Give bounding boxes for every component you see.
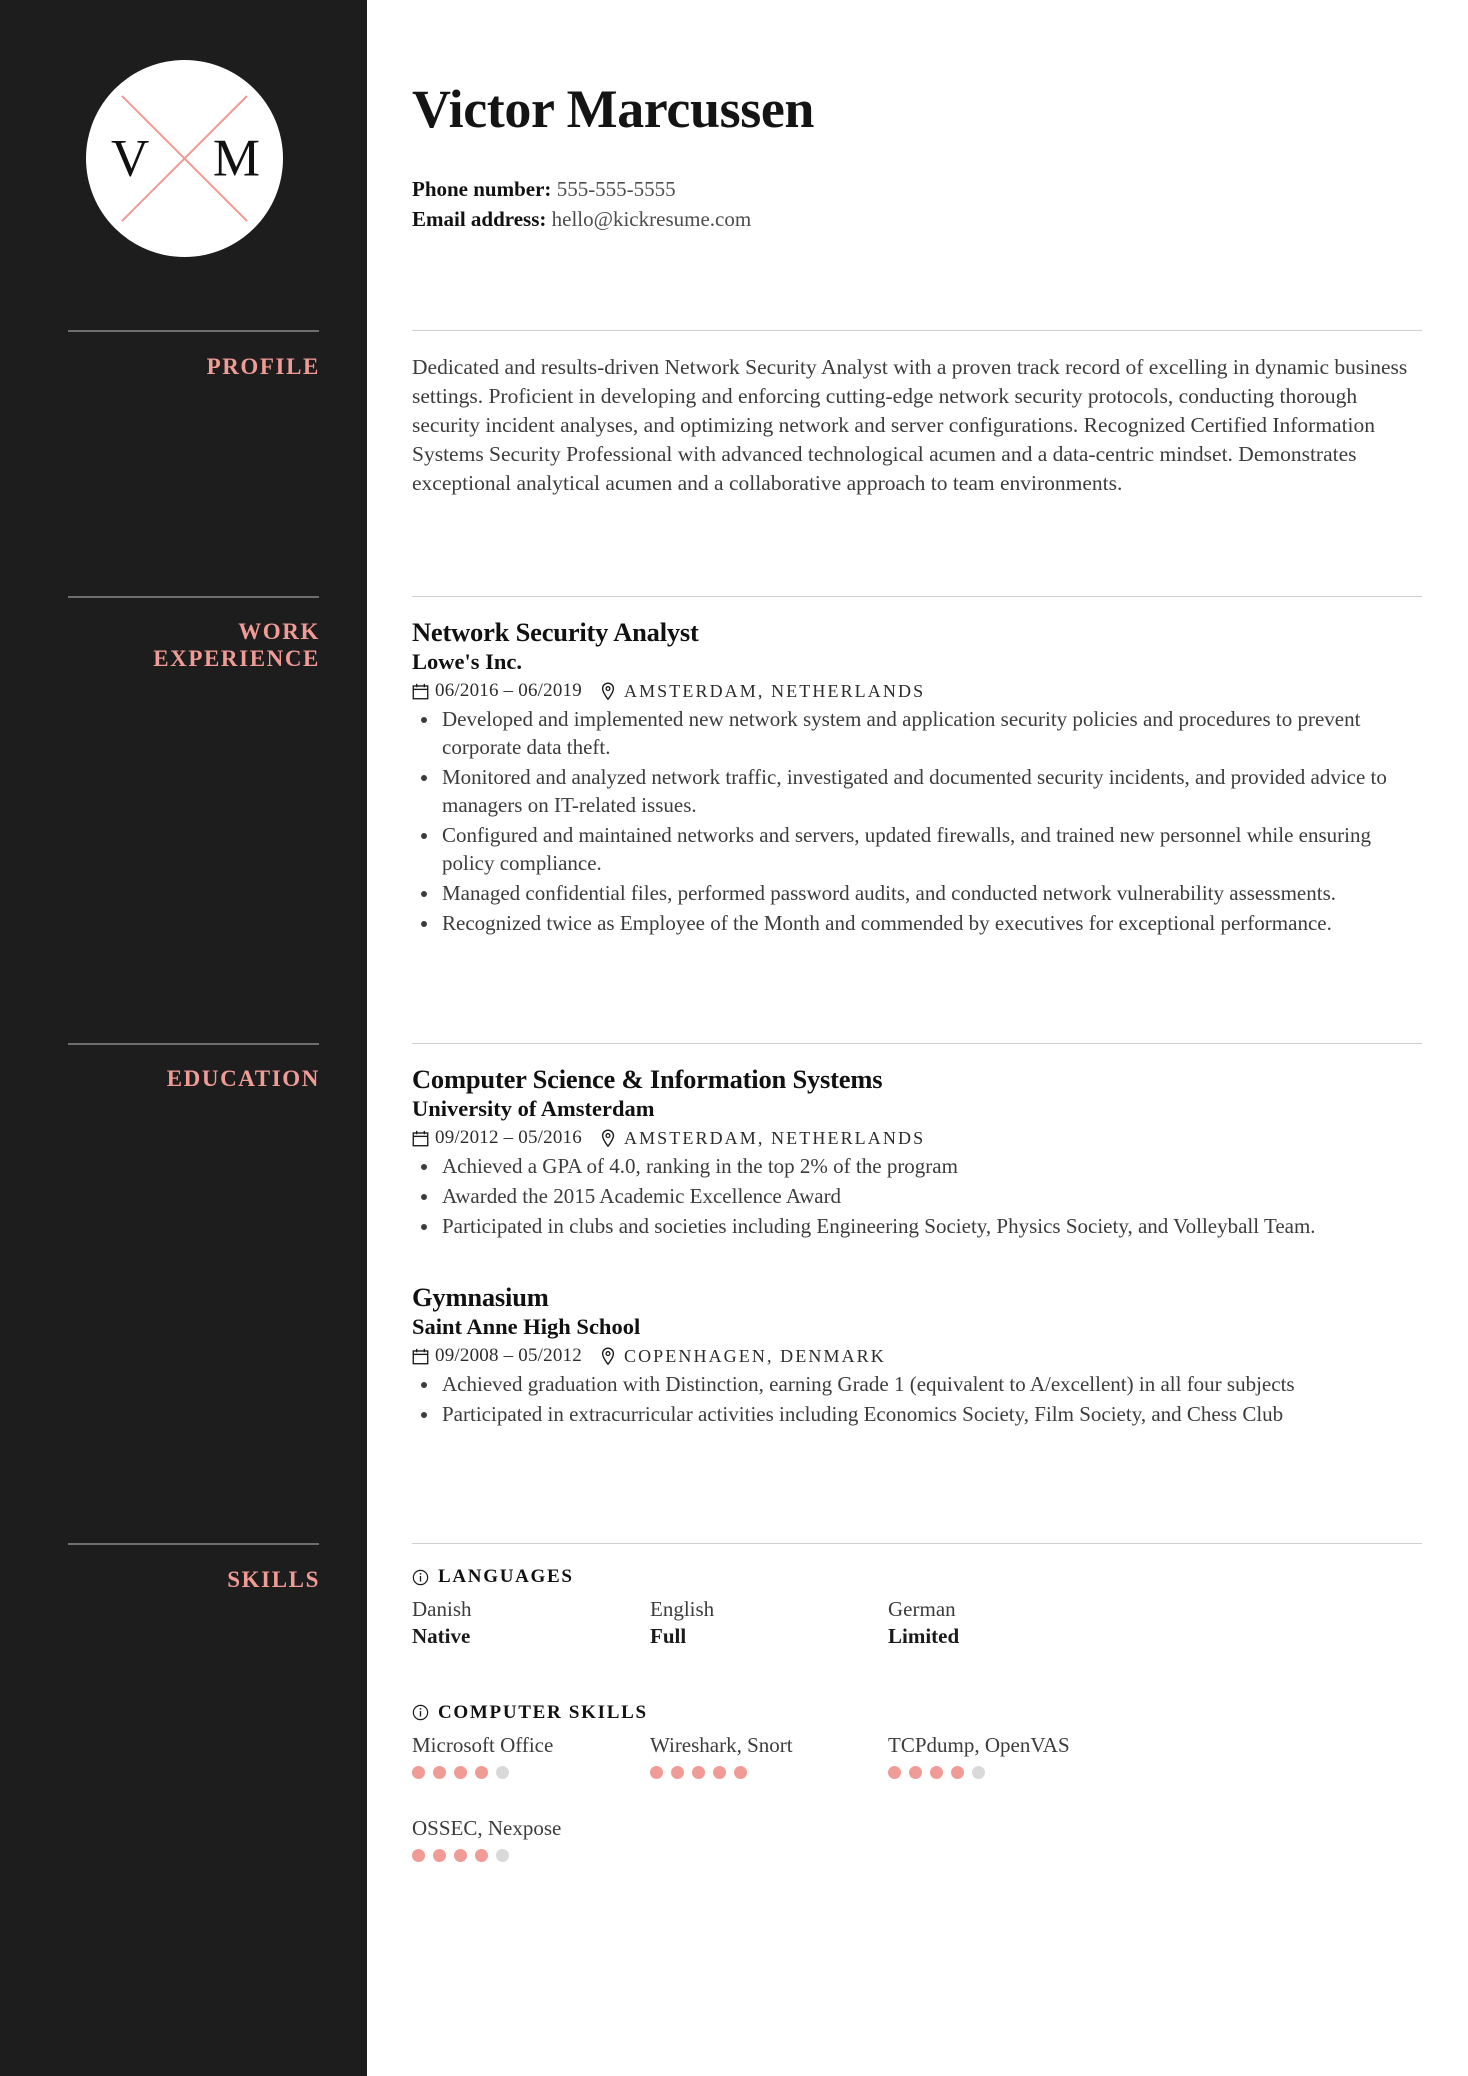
computer-skills-heading xyxy=(412,1702,1424,1724)
job-title: Network Security Analyst xyxy=(412,617,699,647)
list-item: Managed confidential files, performed password audits, and conducted network vulnerability assessments. xyxy=(412,880,1424,908)
skill-rating xyxy=(650,1766,888,1779)
avatar-initial-first: V xyxy=(111,129,150,187)
sidebar-label-profile: PROFILE xyxy=(206,354,320,379)
rating-dot xyxy=(412,1766,425,1779)
list-item xyxy=(650,1732,888,1779)
education-meta xyxy=(412,1127,1424,1149)
profile-text: Dedicated and results-driven Network Security Analyst with a proven track record of excelling in dynamic business settings. Proficient in developing and enforcing cutting-edge network security protocols, conducting thorough security incident analyses, and optimizing network and server configurations. Recognized Certified Information Systems Security Professional with advanced technological acumen and a data-centric mindset. Demonstrates exceptional analytical acumen and a collaborative approach to team environments. xyxy=(412,355,1408,495)
list-item xyxy=(650,1596,888,1650)
education-bullets xyxy=(412,1153,1424,1241)
avatar xyxy=(86,60,283,257)
page-title: Victor Marcussen xyxy=(412,79,815,139)
list-item: Achieved graduation with Distinction, earning Grade 1 (equivalent to A/excellent) in all four subjects xyxy=(412,1371,1424,1399)
rating-dot xyxy=(930,1766,943,1779)
list-item xyxy=(412,1815,650,1862)
list-item xyxy=(412,1596,650,1650)
work-meta xyxy=(412,680,1424,702)
location-pin-icon xyxy=(600,1129,616,1148)
info-icon xyxy=(412,1704,429,1721)
language-name: German xyxy=(888,1597,956,1621)
work-location: AMSTERDAM, NETHERLANDS xyxy=(623,680,926,701)
location-pin-icon xyxy=(600,1347,616,1366)
skill-name: Microsoft Office xyxy=(412,1732,554,1757)
list-item: Awarded the 2015 Academic Excellence Award xyxy=(412,1183,1424,1211)
degree-title: Gymnasium xyxy=(412,1281,549,1312)
skill-name: Wireshark, Snort xyxy=(650,1732,793,1757)
rating-dot xyxy=(909,1766,922,1779)
list-item xyxy=(412,1732,650,1779)
rating-dot xyxy=(454,1849,467,1862)
phone-label: Phone number: xyxy=(412,177,552,201)
location-pin-icon xyxy=(600,682,616,701)
rating-dot xyxy=(713,1766,726,1779)
rating-dot xyxy=(496,1766,509,1779)
section-work-experience xyxy=(412,618,1424,938)
email-label: Email address: xyxy=(412,206,547,231)
skill-rating xyxy=(888,1766,1126,1779)
rating-dot xyxy=(475,1766,488,1779)
education-dates: 09/2008 – 05/2012 xyxy=(435,1345,582,1367)
list-item: Achieved a GPA of 4.0, ranking in the top 2% of the program xyxy=(412,1153,1424,1181)
list-item: Participated in extracurricular activities including Economics Society, Film Society, and Chess Club xyxy=(412,1401,1424,1429)
divider-skills xyxy=(412,1543,1422,1544)
languages-heading-label: LANGUAGES xyxy=(438,1566,574,1587)
rating-dot xyxy=(433,1766,446,1779)
education-entry xyxy=(412,1065,1424,1241)
computer-skills-heading-label: COMPUTER SKILLS xyxy=(438,1701,648,1723)
list-item: Monitored and analyzed network traffic, investigated and documented security incidents, and provided advice to managers on IT-related issues. xyxy=(412,764,1424,820)
company-name: Lowe's Inc. xyxy=(412,648,523,674)
section-profile xyxy=(412,353,1424,498)
sidebar-label-education: EDUCATION xyxy=(166,1066,320,1091)
skill-group-computer-skills xyxy=(412,1702,1424,1863)
sidebar-divider-education xyxy=(68,1043,319,1045)
school-name: Saint Anne High School xyxy=(412,1313,641,1339)
divider-profile xyxy=(412,330,1422,331)
rating-dot xyxy=(650,1766,663,1779)
list-item: Recognized twice as Employee of the Month and commended by executives for exceptional performance. xyxy=(412,910,1424,938)
rating-dot xyxy=(692,1766,705,1779)
skill-group-languages xyxy=(412,1566,1424,1650)
language-level: Full xyxy=(650,1624,687,1649)
education-entry xyxy=(412,1283,1424,1429)
computer-skills-list-row2 xyxy=(412,1815,1424,1862)
school-name: University of Amsterdam xyxy=(412,1095,655,1121)
rating-dot xyxy=(475,1849,488,1862)
section-education xyxy=(412,1065,1424,1429)
skill-name: TCPdump, OpenVAS xyxy=(888,1732,1070,1757)
sidebar-divider-profile xyxy=(68,330,319,332)
education-dates: 09/2012 – 05/2016 xyxy=(435,1127,582,1149)
rating-dot xyxy=(412,1849,425,1862)
section-skills xyxy=(412,1566,1424,1862)
languages-heading xyxy=(412,1566,1424,1588)
sidebar-label-work-experience xyxy=(44,618,320,672)
languages-list xyxy=(412,1596,1424,1650)
list-item xyxy=(888,1596,1126,1650)
sidebar-divider-skills xyxy=(68,1543,319,1545)
rating-dot xyxy=(433,1849,446,1862)
list-item xyxy=(888,1732,1126,1779)
list-item: Configured and maintained networks and servers, updated firewalls, and trained new personnel while ensuring policy compliance. xyxy=(412,822,1424,878)
language-level: Limited xyxy=(888,1624,960,1649)
rating-dot xyxy=(454,1766,467,1779)
rating-dot xyxy=(972,1766,985,1779)
info-icon xyxy=(412,1569,429,1586)
rating-dot xyxy=(496,1849,509,1862)
education-bullets xyxy=(412,1371,1424,1429)
calendar-icon xyxy=(412,1348,429,1365)
sidebar-label-work-line1: WORK xyxy=(238,619,320,644)
degree-title: Computer Science & Information Systems xyxy=(412,1064,883,1094)
sidebar xyxy=(0,0,367,2076)
skill-rating xyxy=(412,1766,650,1779)
sidebar-divider-work xyxy=(68,596,319,598)
education-location: COPENHAGEN, DENMARK xyxy=(623,1345,886,1366)
computer-skills-list-row1 xyxy=(412,1732,1424,1779)
sidebar-label-skills: SKILLS xyxy=(227,1567,320,1592)
work-bullets xyxy=(412,706,1424,937)
language-name: English xyxy=(650,1597,715,1621)
email-value[interactable]: hello@kickresume.com xyxy=(551,206,752,231)
list-item: Participated in clubs and societies including Engineering Society, Physics Society, and Volleyball Team. xyxy=(412,1213,1424,1241)
rating-dot xyxy=(671,1766,684,1779)
skill-rating xyxy=(412,1849,650,1862)
rating-dot xyxy=(888,1766,901,1779)
work-entry xyxy=(412,618,1424,938)
contact-info xyxy=(412,175,751,235)
skill-name: OSSEC, Nexpose xyxy=(412,1815,562,1840)
education-location: AMSTERDAM, NETHERLANDS xyxy=(623,1127,926,1148)
work-dates: 06/2016 – 06/2019 xyxy=(435,680,582,702)
avatar-initial-last: M xyxy=(212,129,260,187)
divider-education xyxy=(412,1043,1422,1044)
calendar-icon xyxy=(412,1130,429,1147)
sidebar-label-work-line2: EXPERIENCE xyxy=(153,646,320,672)
language-level: Native xyxy=(412,1624,471,1649)
contact-email-row xyxy=(412,205,751,235)
phone-value[interactable]: 555-555-5555 xyxy=(556,177,676,201)
divider-work-experience xyxy=(412,596,1422,597)
main-column xyxy=(367,0,1468,2076)
rating-dot xyxy=(951,1766,964,1779)
calendar-icon xyxy=(412,683,429,700)
language-name: Danish xyxy=(412,1597,472,1621)
rating-dot xyxy=(734,1766,747,1779)
contact-phone-row xyxy=(412,175,751,205)
list-item: Developed and implemented new network system and application security policies and procedures to prevent corporate data theft. xyxy=(412,706,1424,762)
education-meta xyxy=(412,1345,1424,1367)
